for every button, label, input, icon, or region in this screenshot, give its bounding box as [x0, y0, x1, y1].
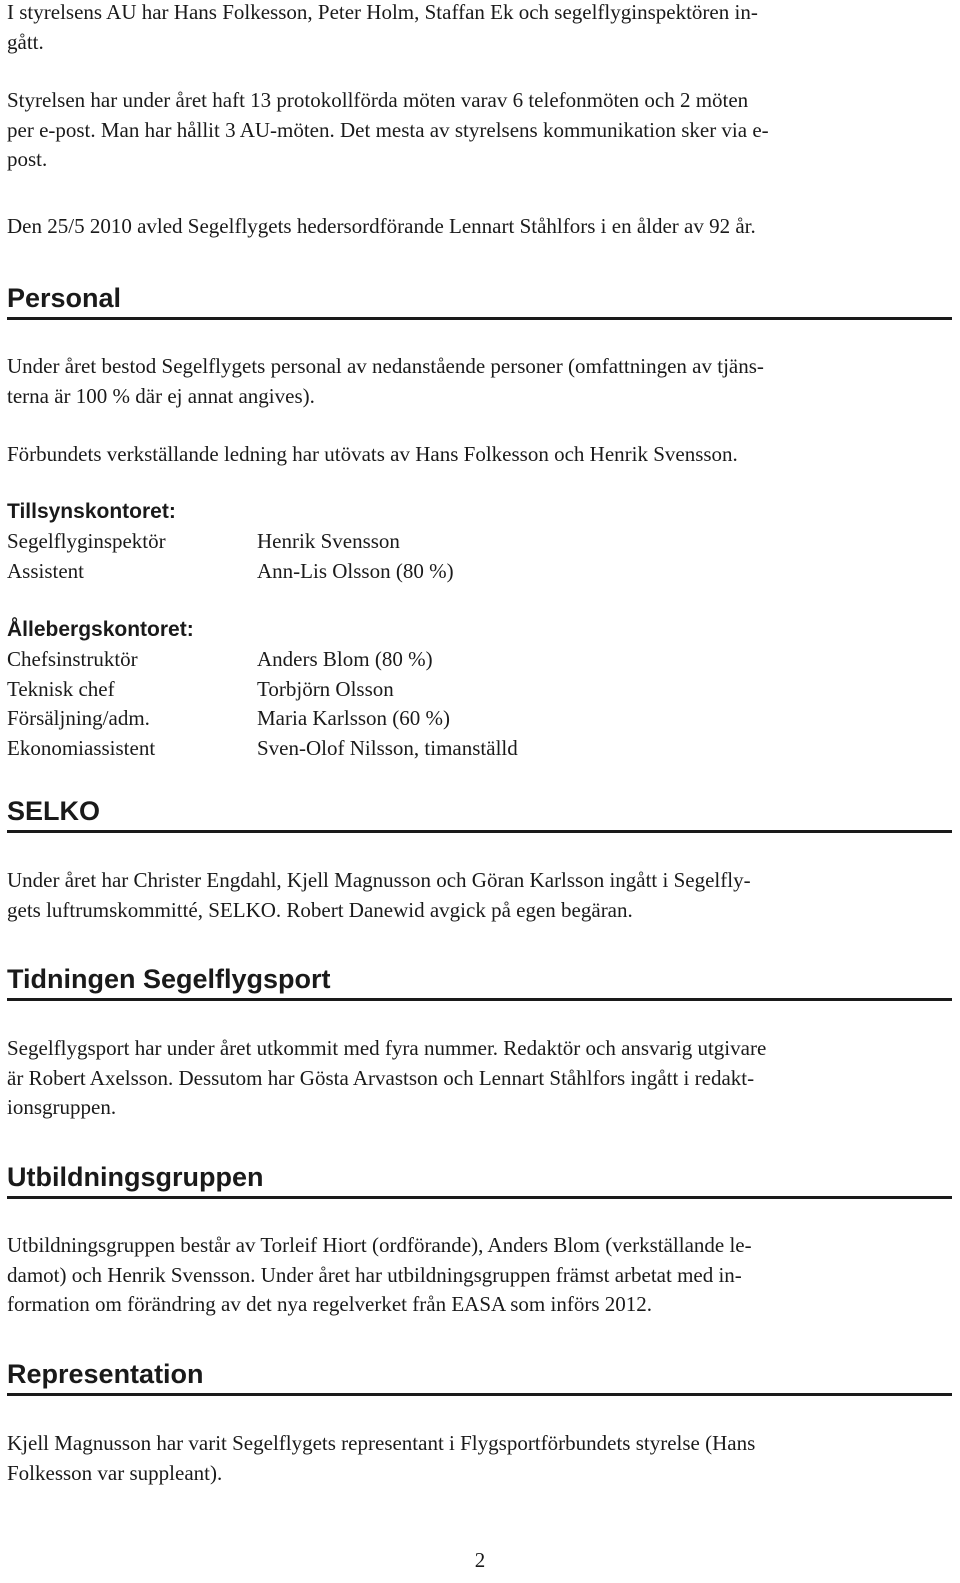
staff-row — [7, 527, 952, 557]
staff-role: Segelflyginspektör — [7, 529, 166, 553]
staff-row — [7, 734, 952, 764]
intro-paragraph-1 — [7, 0, 952, 57]
section-heading-personal — [7, 282, 952, 320]
tidningen-paragraph — [7, 1034, 952, 1123]
text-line: Utbildningsgruppen består av Torleif Hiort (ordförande), Anders Blom (verkställande le- — [7, 1233, 752, 1257]
section-heading-tidningen — [7, 963, 952, 1001]
section-title: Personal — [7, 283, 122, 313]
section-title: SELKO — [7, 796, 101, 826]
text-line: är Robert Axelsson. Dessutom har Gösta Arvastson och Lennart Ståhlfors ingått i redakt- — [7, 1065, 755, 1090]
text-line: Under året bestod Segelflygets personal av nedanstående personer (omfattningen av tjäns- — [7, 354, 764, 378]
staff-name: Henrik Svensson — [257, 529, 400, 553]
page-number: 2 — [474, 1548, 486, 1572]
utbildningsgruppen-paragraph — [7, 1231, 952, 1320]
section-heading-representation — [7, 1358, 952, 1396]
staff-name: Anders Blom (80 %) — [257, 647, 433, 671]
text-line: ionsgruppen. — [7, 1095, 117, 1119]
representation-paragraph — [7, 1429, 952, 1488]
text-line: gets luftrumskommitté, SELKO. Robert Danewid avgick på egen begäran. — [7, 897, 633, 922]
subsection-title: Ållebergskontoret: — [7, 618, 194, 641]
staff-role: Ekonomiassistent — [7, 735, 156, 760]
intro-paragraph-2 — [7, 86, 952, 175]
section-heading-selko — [7, 795, 952, 833]
staff-name: Ann-Lis Olsson (80 %) — [257, 558, 454, 583]
tillsynskontoret-block — [7, 497, 952, 586]
text-line: Styrelsen har under året haft 13 protokollförda möten varav 6 telefonmöten och 2 möten — [7, 88, 749, 112]
staff-role: Teknisk chef — [7, 676, 115, 701]
selko-paragraph — [7, 866, 952, 925]
staff-role: Chefsinstruktör — [7, 647, 138, 671]
text-line: per e-post. Man har hållit 3 AU-möten. Det mesta av styrelsens kommunikation sker via e- — [7, 117, 769, 142]
text-line: I styrelsens AU har Hans Folkesson, Peter Holm, Staffan Ek och segelflyginspektören in- — [7, 0, 758, 24]
section-title: Utbildningsgruppen — [7, 1162, 264, 1192]
text-line: Under året har Christer Engdahl, Kjell Magnusson och Göran Karlsson ingått i Segelfly- — [7, 868, 751, 892]
staff-name: Maria Karlsson (60 %) — [257, 706, 451, 730]
staff-row — [7, 675, 952, 705]
text-line: gått. — [7, 29, 44, 54]
text-line: formation om förändring av det nya regelverket från EASA som införs 2012. — [7, 1292, 653, 1316]
section-heading-utbildningsgruppen — [7, 1161, 952, 1199]
staff-name: Sven-Olof Nilsson, timanställd — [257, 735, 518, 760]
text-line: Den 25/5 2010 avled Segelflygets hedersordförande Lennart Ståhlfors i en ålder av 92 år. — [7, 214, 756, 238]
staff-role: Försäljning/adm. — [7, 706, 150, 730]
section-title: Tidningen Segelflygsport — [7, 964, 331, 994]
staff-row — [7, 557, 952, 587]
personal-paragraph-2 — [7, 440, 952, 470]
staff-row — [7, 704, 952, 734]
text-line: Kjell Magnusson har varit Segelflygets representant i Flygsportförbundets styrelse (Hans — [7, 1431, 756, 1455]
text-line: Folkesson var suppleant). — [7, 1460, 223, 1485]
allebergskontoret-block — [7, 615, 952, 763]
staff-row — [7, 645, 952, 675]
section-title: Representation — [7, 1359, 204, 1389]
staff-name: Torbjörn Olsson — [257, 676, 394, 701]
subsection-title: Tillsynskontoret: — [7, 500, 176, 523]
personal-paragraph-1 — [7, 352, 952, 411]
text-line: damot) och Henrik Svensson. Under året har utbildningsgruppen främst arbetat med in- — [7, 1262, 742, 1287]
intro-paragraph-3 — [7, 212, 952, 242]
text-line: Förbundets verkställande ledning har utövats av Hans Folkesson och Henrik Svensson. — [7, 442, 738, 466]
text-line: post. — [7, 147, 48, 171]
text-line: terna är 100 % där ej annat angives). — [7, 383, 315, 408]
staff-role: Assistent — [7, 558, 85, 583]
text-line: Segelflygsport har under året utkommit med fyra nummer. Redaktör och ansvarig utgivare — [7, 1036, 767, 1060]
